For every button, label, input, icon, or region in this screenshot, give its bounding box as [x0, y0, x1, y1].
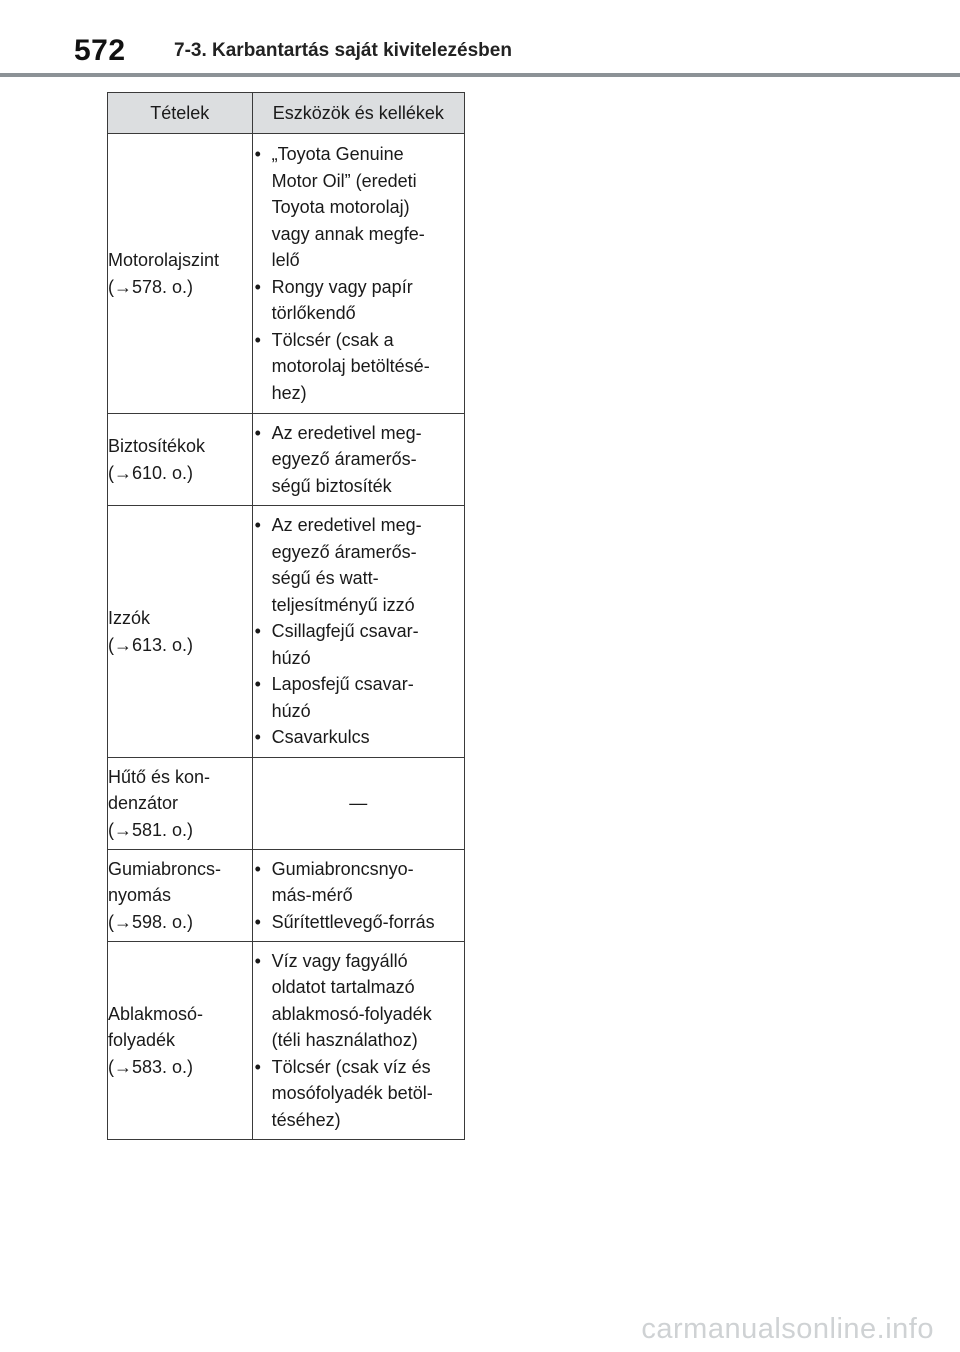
tools-text-line: ségű és watt-	[271, 568, 379, 589]
tools-text-line: • Víz vagy fagyálló	[271, 950, 408, 971]
tools-cell	[252, 942, 464, 1140]
column-header-tools: Eszközök és kellékek	[252, 93, 464, 134]
item-text-line: Hűtő és kon-	[108, 766, 211, 787]
tools-list	[253, 512, 464, 751]
tools-list-item	[253, 724, 464, 751]
item-text-line: Motorolajszint	[108, 250, 220, 270]
tools-text-line: • Tölcsér (csak a	[271, 329, 394, 350]
tools-text-line: lelő	[271, 250, 300, 270]
tools-list-item	[253, 141, 464, 274]
table-row	[108, 942, 465, 1140]
item-text-line: Izzók	[108, 608, 151, 628]
item-cell	[108, 506, 253, 758]
tools-text-line: • Sűrítettlevegő-forrás	[271, 911, 435, 932]
tools-text-line: vagy annak megfe-	[271, 223, 425, 244]
header-divider	[0, 73, 960, 77]
tools-list-item	[253, 327, 464, 407]
tools-text-line: (téli használathoz)	[271, 1030, 418, 1051]
table-row	[108, 414, 465, 506]
item-cell	[108, 942, 253, 1140]
table-header-row	[108, 93, 465, 134]
tools-text-line: • Laposfejű csavar-	[271, 674, 414, 695]
tools-list-item	[253, 948, 464, 1054]
tools-text-line: motorolaj betöltésé-	[271, 356, 430, 376]
tools-list-item	[253, 512, 464, 618]
tools-cell	[252, 850, 464, 942]
tools-text-line: • Tölcsér (csak víz és	[271, 1056, 431, 1077]
table-body	[108, 134, 465, 1140]
tools-text-line: ablakmosó-folyadék	[271, 1003, 432, 1024]
column-header-items: Tételek	[108, 93, 253, 134]
tools-text-line: ségű biztosíték	[271, 475, 392, 496]
tools-text-line: mosófolyadék betöl-	[271, 1083, 433, 1104]
tools-list	[253, 856, 464, 936]
tools-text-line: oldatot tartalmazó	[271, 977, 415, 998]
tools-text-line: Toyota motorolaj)	[271, 197, 410, 217]
tools-text-line: teljesítményű izzó	[271, 594, 415, 615]
maintenance-items-table	[107, 92, 465, 1140]
tools-text-line: • Csavarkulcs	[271, 727, 370, 748]
tools-text-line: húzó	[271, 700, 311, 721]
tools-text-line: Motor Oil” (eredeti	[271, 170, 417, 191]
item-text-line: Gumiabroncs-	[108, 858, 222, 879]
watermark: carmanualsonline.info	[641, 1313, 934, 1345]
page-number: 572	[74, 34, 126, 67]
item-text-line: (→578. o.)	[108, 276, 194, 297]
item-text-line: folyadék	[108, 1030, 176, 1051]
section-title: 7-3. Karbantartás saját kivitelezésben	[174, 40, 512, 61]
tools-list	[253, 948, 464, 1134]
tools-list-item	[253, 420, 464, 500]
item-text-line: Ablakmosó-	[108, 1003, 204, 1024]
table-row	[108, 758, 465, 850]
tools-list-item	[253, 618, 464, 671]
not-applicable-dash: —	[349, 793, 368, 814]
tools-text-line: hez)	[271, 382, 307, 403]
item-text-line: (→581. o.)	[108, 819, 194, 840]
item-cell	[108, 414, 253, 506]
tools-text-line: • „Toyota Genuine	[271, 144, 404, 164]
tools-list-item	[253, 671, 464, 724]
tools-cell	[252, 414, 464, 506]
item-text-line: nyomás	[108, 885, 172, 906]
tools-text-line: • Gumiabroncsnyo-	[271, 858, 414, 879]
tools-list	[253, 420, 464, 500]
item-text-line: (→610. o.)	[108, 462, 194, 483]
tools-text-line: • Rongy vagy papír	[271, 276, 413, 297]
item-text-line: (→598. o.)	[108, 911, 194, 932]
tools-cell	[252, 506, 464, 758]
tools-text-line: • Csillagfejű csavar-	[271, 621, 419, 642]
table-row	[108, 850, 465, 942]
tools-text-line: más-mérő	[271, 885, 353, 906]
item-text-line: (→583. o.)	[108, 1056, 194, 1077]
tools-list-item	[253, 274, 464, 327]
tools-list-item	[253, 1054, 464, 1134]
tools-text-line: téséhez)	[271, 1109, 341, 1130]
item-cell	[108, 134, 253, 414]
page-header	[0, 0, 960, 78]
tools-list	[253, 141, 464, 406]
tools-cell	[252, 758, 464, 850]
tools-text-line: törlőkendő	[271, 303, 356, 323]
item-cell	[108, 758, 253, 850]
tools-text-line: • Az eredetivel meg-	[271, 422, 422, 443]
tools-text-line: húzó	[271, 647, 311, 668]
tools-list-item	[253, 856, 464, 909]
item-text-line: Biztosítékok	[108, 436, 206, 456]
item-cell	[108, 850, 253, 942]
table-row	[108, 134, 465, 414]
tools-list-item	[253, 909, 464, 936]
item-text-line: (→613. o.)	[108, 634, 194, 655]
tools-text-line: egyező áramerős-	[271, 449, 417, 470]
tools-text-line: egyező áramerős-	[271, 541, 417, 562]
tools-text-line: • Az eredetivel meg-	[271, 515, 422, 536]
table-row	[108, 506, 465, 758]
item-text-line: denzátor	[108, 793, 179, 814]
tools-cell	[252, 134, 464, 414]
